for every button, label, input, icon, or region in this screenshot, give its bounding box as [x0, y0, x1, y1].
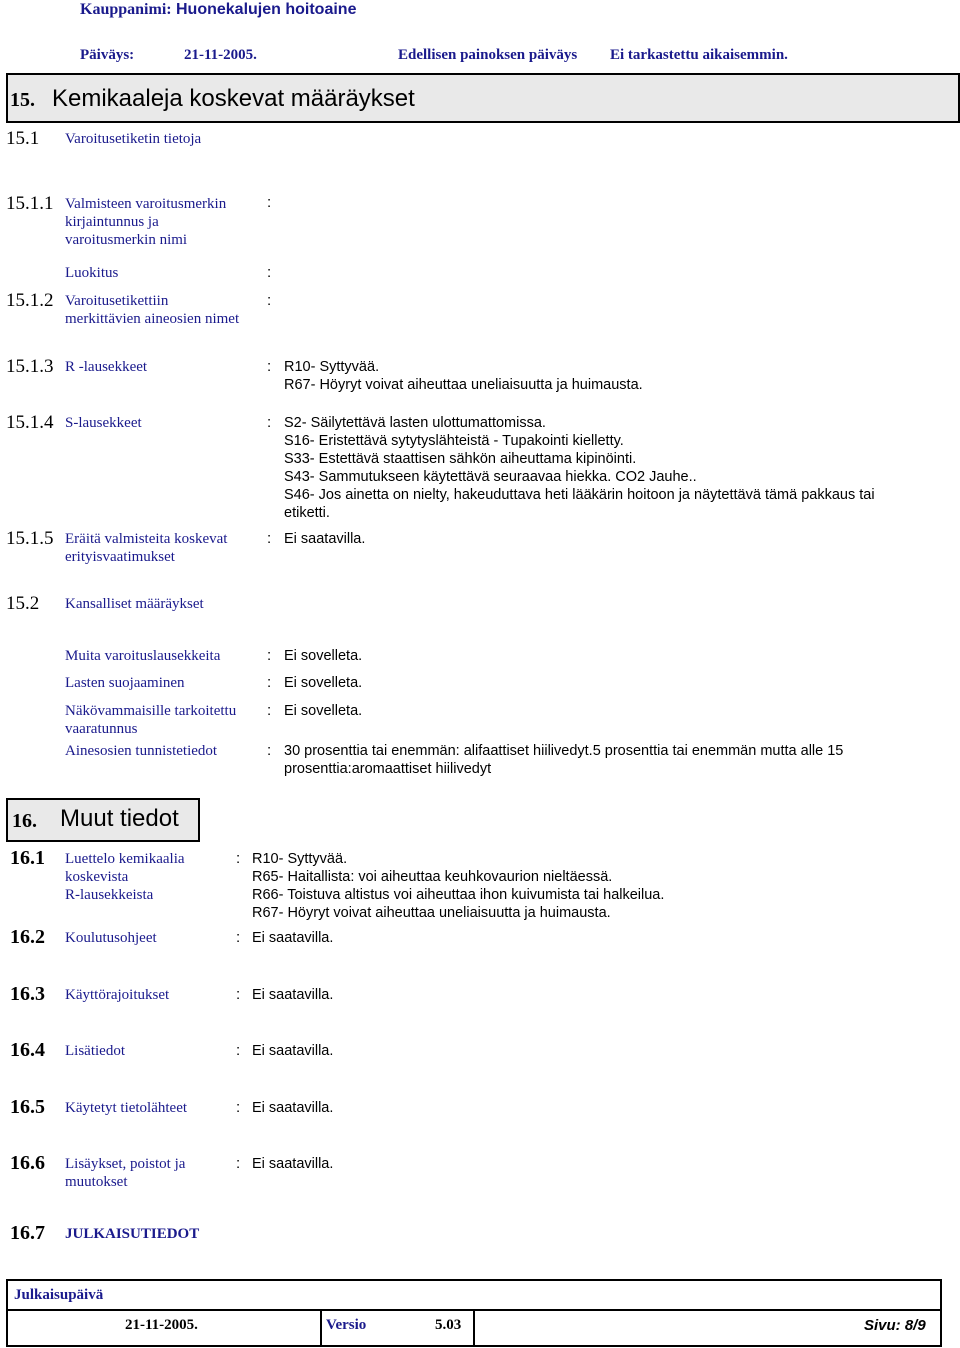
- section-16-5-number: 16.5: [10, 1096, 45, 1118]
- r-phrases-label: R -lausekkeet: [65, 359, 148, 375]
- publication-info-label: JULKAISUTIEDOT: [65, 1226, 200, 1242]
- section-16-2-number: 16.2: [10, 926, 45, 948]
- ingredients-label: Ainesosien tunnistetiedot: [65, 743, 218, 759]
- previous-edition-label: Edellisen painoksen päiväys: [398, 47, 578, 63]
- section-16-3-number: 16.3: [10, 983, 45, 1005]
- other-warnings-label: Muita varoituslausekkeita: [65, 648, 221, 664]
- r-phrases-list: R10- Syttyvää. R67- Höyryt voivat aiheuttaa uneliaisuutta ja huimausta.: [284, 359, 643, 393]
- child-protection-label: Lasten suojaaminen: [65, 675, 185, 691]
- trade-name-label: Kauppanimi:: [80, 1, 172, 18]
- footer-box: [6, 1279, 942, 1347]
- section-15-1-label: Varoitusetiketin tietoja: [65, 131, 202, 147]
- tactile-warning-value: Ei sovelleta.: [284, 703, 363, 719]
- child-protection-value: Ei sovelleta.: [284, 675, 363, 691]
- section-15-1-1-label: Valmisteen varoitusmerkin kirjaintunnus ja varoitusmerkin nimi: [65, 196, 227, 248]
- section-15-2-label: Kansalliset määräykset: [65, 596, 204, 612]
- colon: :: [267, 647, 272, 664]
- colon: :: [236, 986, 241, 1003]
- publication-date-label: Julkaisupäivä: [14, 1287, 104, 1303]
- section-16-4-number: 16.4: [10, 1039, 45, 1061]
- section-16-2-label: Koulutusohjeet: [65, 930, 157, 946]
- section-16-number: 16.: [12, 810, 37, 832]
- colon: :: [267, 674, 272, 691]
- section-16-1-number: 16.1: [10, 847, 45, 869]
- section-15-1-4-number: 15.1.4: [6, 412, 54, 433]
- publication-date: 21-11-2005.: [125, 1317, 198, 1333]
- section-16-1-label: Luettelo kemikaalia koskevista R-lausekkeista: [65, 851, 185, 903]
- section-16-header: [6, 798, 200, 842]
- date-value: 21-11-2005.: [184, 47, 257, 63]
- colon: :: [267, 702, 272, 719]
- s-phrases-list: S2- Säilytettävä lasten ulottumattomissa. S16- Eristettävä sytytyslähteistä - Tupakointi kielletty. S33- Estettävä staattisen sähkön aiheuttama kipinöinti. S43- Sammutukseen käytettävä seuraavaa hiekka. CO2 Jauhe.. S46- Jos ainetta on nielty, hakeuduttava heti lääkärin hoitoon ja näytettävä tämä pakkaus tai etiketti.: [284, 415, 875, 521]
- section-15-header: [6, 73, 960, 123]
- colon: :: [236, 1155, 241, 1172]
- section-15-1-5-label: Eräitä valmisteita koskevat erityisvaatimukset: [65, 531, 228, 565]
- colon: :: [267, 742, 272, 759]
- date-label: Päiväys:: [80, 47, 135, 63]
- version-value: 5.03: [435, 1317, 462, 1333]
- section-16-title: Muut tiedot: [60, 805, 179, 832]
- section-15-1-2-number: 15.1.2: [6, 290, 54, 311]
- version-label: Versio: [326, 1317, 367, 1333]
- colon: :: [236, 1042, 241, 1059]
- section-15-title: Kemikaaleja koskevat määräykset: [52, 85, 415, 112]
- footer-divider: [473, 1309, 475, 1345]
- classification-label: Luokitus: [65, 265, 119, 281]
- previous-edition-value: Ei tarkastettu aikaisemmin.: [610, 47, 788, 63]
- section-16-1-list: R10- Syttyvää. R65- Haitallista: voi aiheuttaa keuhkovaurion nieltäessä. R66- Toistuva altistus voi aiheuttaa ihon kuivumista tai halkeilua. R67- Höyryt voivat aiheuttaa uneliaisuutta ja huimausta.: [252, 851, 665, 921]
- section-16-4-label: Lisätiedot: [65, 1043, 125, 1059]
- other-warnings-value: Ei sovelleta.: [284, 648, 363, 664]
- trade-name: Huonekalujen hoitoaine: [176, 1, 357, 18]
- section-16-7-number: 16.7: [10, 1222, 45, 1244]
- section-15-1-1-number: 15.1.1: [6, 193, 54, 214]
- colon: :: [236, 929, 241, 946]
- footer-divider: [320, 1309, 322, 1345]
- page-number: Sivu: 8/9: [864, 1317, 926, 1334]
- section-16-6-number: 16.6: [10, 1152, 45, 1174]
- section-15-2-number: 15.2: [6, 593, 40, 614]
- section-15-1-3-number: 15.1.3: [6, 356, 54, 377]
- colon: :: [267, 530, 272, 547]
- ingredients-value: 30 prosenttia tai enemmän: alifaattiset hiilivedyt.5 prosenttia tai enemmän mutta alle 15 prosenttia:aromaattiset hiilivedyt: [284, 743, 844, 777]
- section-16-3-label: Käyttörajoitukset: [65, 987, 170, 1003]
- colon: :: [267, 358, 272, 375]
- section-16-6-label: Lisäykset, poistot ja muutokset: [65, 1156, 186, 1190]
- section-15-1-5-value: Ei saatavilla.: [284, 531, 366, 547]
- colon: :: [267, 264, 272, 281]
- section-16-6-value: Ei saatavilla.: [252, 1156, 334, 1172]
- section-15-1-2-label: Varoitusetikettiin merkittävien aineosien nimet: [65, 293, 240, 327]
- section-15-1-5-number: 15.1.5: [6, 528, 54, 549]
- tactile-warning-label: Näkövammaisille tarkoitettu vaaratunnus: [65, 703, 237, 737]
- s-phrases-label: S-lausekkeet: [65, 415, 142, 431]
- colon: :: [267, 292, 272, 309]
- section-15-number: 15.: [10, 89, 35, 111]
- section-16-2-value: Ei saatavilla.: [252, 930, 334, 946]
- section-16-3-value: Ei saatavilla.: [252, 987, 334, 1003]
- section-16-4-value: Ei saatavilla.: [252, 1043, 334, 1059]
- section-15-1-number: 15.1: [6, 128, 40, 149]
- colon: :: [236, 1099, 241, 1116]
- section-16-5-label: Käytetyt tietolähteet: [65, 1100, 188, 1116]
- colon: :: [236, 850, 241, 867]
- colon: :: [267, 194, 272, 211]
- colon: :: [267, 414, 272, 431]
- section-16-5-value: Ei saatavilla.: [252, 1100, 334, 1116]
